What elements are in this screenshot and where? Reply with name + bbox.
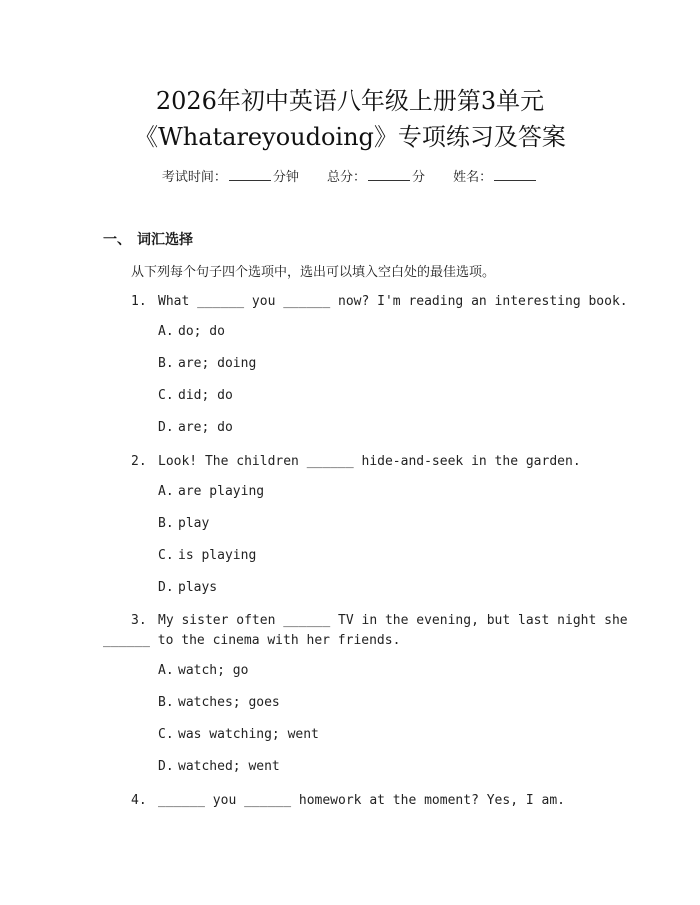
question-3-option-a: A. watch; go xyxy=(158,663,249,678)
question-2-option-c: C. is playing xyxy=(158,548,257,563)
question-2 xyxy=(131,452,581,471)
question-3-option-b: B. watches; goes xyxy=(158,695,280,710)
exam-name xyxy=(453,168,538,187)
exam-time-unit: 分钟 xyxy=(272,170,299,185)
exam-name-label: 姓名： xyxy=(453,170,493,185)
question-number: 4. xyxy=(131,793,147,808)
document-title-line-1: 2026年初中英语八年级上册第3单元 xyxy=(155,87,545,115)
section-instruction: 从下列每个句子四个选项中，选出可以填入空白处的最佳选项。 xyxy=(131,265,496,280)
question-number: 3. xyxy=(131,613,147,628)
question-2-option-a: A. are playing xyxy=(158,484,265,499)
document-title-line-2: 《Whatareyoudoing》专项练习及答案 xyxy=(134,123,566,151)
section-heading xyxy=(103,229,193,249)
exam-score xyxy=(327,168,425,187)
question-1-option-c: C. did; do xyxy=(158,388,233,403)
question-text: What ______ you ______ now? I'm reading an interesting book. xyxy=(158,294,628,309)
question-3-option-c: C. was watching; went xyxy=(158,727,319,742)
question-4 xyxy=(131,791,565,810)
question-1-option-d: D. are; do xyxy=(158,420,233,435)
exam-info xyxy=(0,168,700,187)
exam-score-blank xyxy=(368,168,410,181)
exam-time-blank xyxy=(229,168,271,181)
question-number: 1. xyxy=(131,294,147,309)
section-title: 词汇选择 xyxy=(137,232,193,248)
question-number: 2. xyxy=(131,454,147,469)
question-2-option-b: B. play xyxy=(158,516,210,531)
question-1-option-a: A. do; do xyxy=(158,324,225,339)
question-3-option-d: D. watched; went xyxy=(158,759,280,774)
exam-time xyxy=(162,168,299,187)
exam-time-label: 考试时间： xyxy=(161,170,227,185)
question-3 xyxy=(131,611,628,630)
question-text: ______ you ______ homework at the moment? Yes, I am. xyxy=(158,793,565,808)
exam-score-label: 总分： xyxy=(326,170,366,185)
section-number: 一、 xyxy=(103,232,131,248)
question-text: Look! The children ______ hide-and-seek in the garden. xyxy=(158,454,581,469)
exam-name-blank xyxy=(494,168,536,181)
question-text-line-1: My sister often ______ TV in the evening, but last night she xyxy=(158,613,628,628)
question-1 xyxy=(131,292,628,311)
question-1-option-b: B. are; doing xyxy=(158,356,257,371)
question-3-continuation: ______ to the cinema with her friends. xyxy=(103,633,401,648)
exam-score-unit: 分 xyxy=(412,170,426,185)
question-2-option-d: D. plays xyxy=(158,580,218,595)
